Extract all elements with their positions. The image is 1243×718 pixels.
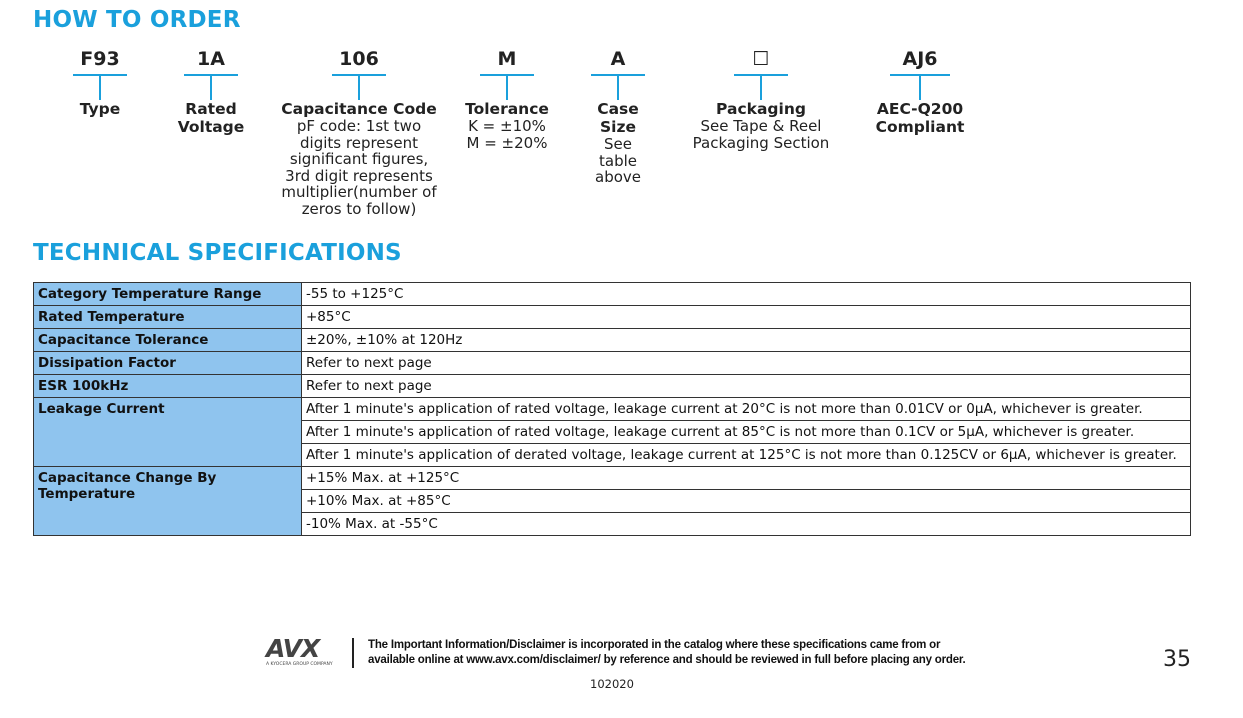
tee-connector bbox=[60, 72, 140, 100]
order-code: AJ6 bbox=[902, 48, 938, 70]
spec-value: After 1 minute's application of rated voltage, leakage current at 20°C is not more than 0.01CV or 0μA, whichever is greater. bbox=[302, 398, 1191, 421]
spec-key: Capacitance Change By Temperature bbox=[34, 467, 302, 536]
spec-value: +85°C bbox=[302, 306, 1191, 329]
order-code: 106 bbox=[339, 48, 379, 70]
order-col-packaging bbox=[676, 46, 846, 151]
order-label: Packaging bbox=[716, 100, 806, 118]
logo-text: AVX bbox=[266, 634, 320, 663]
order-label: Tolerance bbox=[465, 100, 549, 118]
technical-specifications-table bbox=[33, 282, 1191, 536]
spec-key: Category Temperature Range bbox=[34, 283, 302, 306]
order-col-tolerance bbox=[452, 46, 562, 151]
spec-value: -10% Max. at -55°C bbox=[302, 513, 1191, 536]
order-col-type bbox=[60, 46, 140, 118]
tee-connector bbox=[452, 72, 562, 100]
order-code: M bbox=[497, 48, 517, 70]
table-row bbox=[34, 467, 1191, 490]
spec-value: ±20%, ±10% at 120Hz bbox=[302, 329, 1191, 352]
spec-key: Dissipation Factor bbox=[34, 352, 302, 375]
avx-logo bbox=[266, 636, 341, 670]
spec-value: +15% Max. at +125°C bbox=[302, 467, 1191, 490]
tee-connector bbox=[166, 72, 256, 100]
footer-divider bbox=[352, 638, 354, 668]
spec-value: After 1 minute's application of derated voltage, leakage current at 125°C is not more than 0.125CV or 6μA, whichever is greater. bbox=[302, 444, 1191, 467]
order-code-checkbox-glyph: ☐ bbox=[752, 48, 770, 70]
disclaimer-line-1: The Important Information/Disclaimer is incorporated in the catalog where these specifications came from or bbox=[368, 639, 941, 651]
order-col-capacitance-code bbox=[270, 46, 448, 218]
tee-connector bbox=[270, 72, 448, 100]
spec-value: -55 to +125°C bbox=[302, 283, 1191, 306]
order-code: 1A bbox=[197, 48, 225, 70]
order-desc: K = ±10% M = ±20% bbox=[466, 117, 548, 152]
tee-connector bbox=[866, 72, 974, 100]
order-label: Type bbox=[79, 100, 121, 118]
table-row bbox=[34, 375, 1191, 398]
technical-specifications-title: TECHNICAL SPECIFICATIONS bbox=[33, 240, 402, 266]
order-col-case-size bbox=[578, 46, 658, 186]
order-label: Case Size bbox=[597, 100, 639, 136]
disclaimer-line-2: available online at www.avx.com/disclaimer/ by reference and should be reviewed in full before placing any order. bbox=[368, 654, 966, 666]
table-row bbox=[34, 306, 1191, 329]
spec-value: +10% Max. at +85°C bbox=[302, 490, 1191, 513]
table-row bbox=[34, 329, 1191, 352]
order-col-rated-voltage bbox=[166, 46, 256, 136]
how-to-order-title: HOW TO ORDER bbox=[33, 7, 241, 33]
spec-key: Rated Temperature bbox=[34, 306, 302, 329]
table-row bbox=[34, 352, 1191, 375]
spec-key: ESR 100kHz bbox=[34, 375, 302, 398]
order-desc: pF code: 1st two digits represent significant figures, 3rd digit represents multiplier(number of zeros to follow) bbox=[281, 117, 437, 218]
order-code: F93 bbox=[80, 48, 120, 70]
page-number: 35 bbox=[1163, 647, 1191, 672]
logo-subtitle: A KYOCERA GROUP COMPANY bbox=[266, 662, 333, 667]
spec-key: Capacitance Tolerance bbox=[34, 329, 302, 352]
order-desc: See Tape & Reel Packaging Section bbox=[692, 117, 830, 152]
document-code: 102020 bbox=[590, 677, 634, 691]
spec-value: Refer to next page bbox=[302, 375, 1191, 398]
order-label: Rated Voltage bbox=[177, 100, 245, 136]
order-label: Capacitance Code bbox=[281, 100, 437, 118]
footer-disclaimer bbox=[368, 638, 988, 668]
spec-value: Refer to next page bbox=[302, 352, 1191, 375]
order-col-aec-q200 bbox=[866, 46, 974, 136]
tee-connector bbox=[676, 72, 846, 100]
order-code: A bbox=[610, 48, 626, 70]
tee-connector bbox=[578, 72, 658, 100]
table-row bbox=[34, 283, 1191, 306]
spec-key: Leakage Current bbox=[34, 398, 302, 467]
order-desc: See table above bbox=[595, 135, 641, 187]
table-row bbox=[34, 398, 1191, 421]
order-label: AEC-Q200 Compliant bbox=[875, 100, 965, 136]
spec-value: After 1 minute's application of rated voltage, leakage current at 85°C is not more than 0.1CV or 5μA, whichever is greater. bbox=[302, 421, 1191, 444]
